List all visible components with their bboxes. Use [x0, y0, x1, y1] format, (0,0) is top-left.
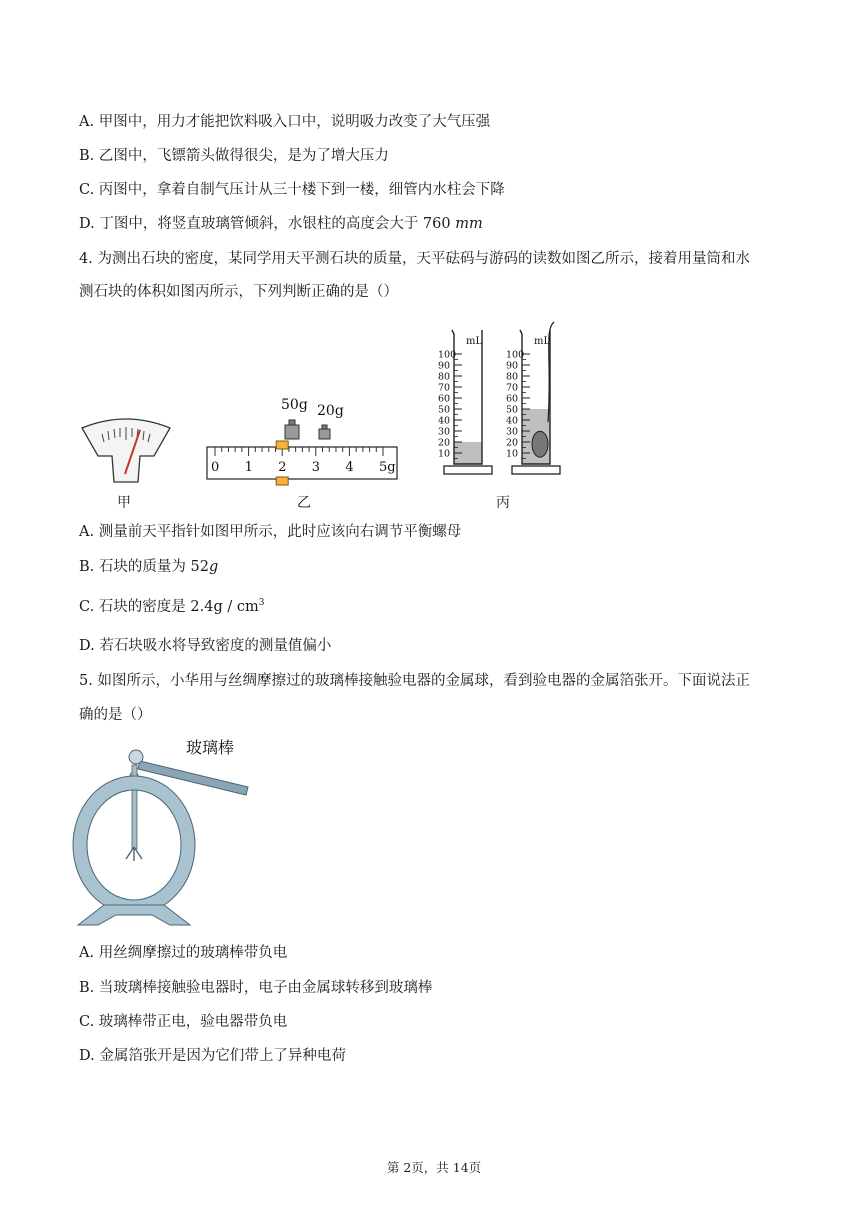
- cylinder-scale-label: 20: [438, 437, 451, 449]
- cylinder-scale-label: 60: [438, 393, 451, 405]
- ruler-tick-label: 0: [211, 460, 220, 475]
- cylinder-scale-label: 90: [506, 360, 519, 372]
- q5-stem-line2: 确的是（）: [79, 707, 152, 723]
- q3-option-b: B. 乙图中，飞镖箭头做得很尖，是为了增大压力: [79, 148, 389, 164]
- stone-icon: [532, 431, 548, 457]
- q5-stem-line1: 5. 如图所示，小华用与丝绸摩擦过的玻璃棒接触验电器的金属球，看到验电器的金属箔张开。下面说法正: [79, 673, 750, 689]
- q4-option-b-unit: g: [208, 559, 219, 575]
- weight-50-label: 50g: [281, 397, 308, 413]
- q3-option-d-text: D. 丁图中，将竖直玻璃管倾斜，水银柱的高度会大于 760: [79, 216, 456, 232]
- ruler-tick-label: 3: [311, 460, 321, 475]
- q4-option-a: A. 测量前天平指针如图甲所示，此时应该向右调节平衡螺母: [79, 524, 462, 540]
- ruler-tick-label: 2: [278, 460, 287, 475]
- q4-stem-line2: 测石块的体积如图丙所示，下列判断正确的是（）: [79, 284, 398, 300]
- weights-ruler-figure: [205, 395, 405, 491]
- glass-rod-label: 玻璃棒: [186, 738, 235, 757]
- metal-foil-icon: [126, 847, 142, 861]
- weight-20-label: 20g: [317, 403, 344, 419]
- cylinder-scale-label: 60: [506, 393, 519, 405]
- cylinder-scale-label: 80: [506, 371, 519, 383]
- cylinder-unit-label: mL: [466, 336, 483, 347]
- cylinder-scale-label: 10: [506, 448, 519, 460]
- metal-ball-icon: [129, 750, 143, 764]
- q5-option-d: D. 金属箔张开是因为它们带上了异种电荷: [79, 1048, 346, 1064]
- q4-option-b: [79, 557, 218, 577]
- q5-option-c: C. 玻璃棒带正电，验电器带负电: [79, 1014, 288, 1030]
- cylinder-scale-label: 10: [438, 448, 451, 460]
- cylinder-scale-label: 50: [438, 404, 451, 416]
- cylinder-scale-label: 70: [438, 382, 451, 394]
- ruler-tick-label: 1: [244, 460, 253, 475]
- q4-option-d: D. 若石块吸水将导致密度的测量值偏小: [79, 638, 332, 654]
- q3-option-d-unit: mm: [455, 216, 483, 232]
- q4-option-c-text: C. 石块的密度是 2.4g / cm: [79, 599, 259, 615]
- cylinder-scale-label: 50: [506, 404, 519, 416]
- cylinders-figure: [430, 320, 570, 490]
- q4-option-c: [79, 597, 264, 617]
- caption-jia: 甲: [117, 495, 131, 511]
- balance-dial-figure: [78, 416, 174, 486]
- q3-option-a: A. 甲图中，用力才能把饮料吸入口中，说明吸力改变了大气压强: [79, 114, 491, 130]
- cylinder-scale-label: 40: [506, 415, 519, 427]
- cylinder-scale-label: 30: [506, 426, 519, 438]
- rider-bottom: [276, 477, 288, 485]
- cylinder-scale-label: 30: [438, 426, 451, 438]
- cylinder-base: [512, 466, 560, 474]
- q5-option-a: A. 用丝绸摩擦过的玻璃棒带负电: [79, 945, 288, 961]
- q4-option-c-sup: 3: [258, 598, 265, 609]
- cylinder-scale-label: 80: [438, 371, 451, 383]
- rider-top: [276, 441, 288, 449]
- weight-20g-icon: [319, 425, 330, 439]
- cylinder-base: [444, 466, 492, 474]
- q3-option-c: C. 丙图中，拿着自制气压计从三十楼下到一楼，细管内水柱会下降: [79, 182, 505, 198]
- thread: [548, 322, 554, 422]
- q5-option-b: B. 当玻璃棒接触验电器时，电子由金属球转移到玻璃棒: [79, 980, 433, 996]
- cylinder-scale-label: 100: [438, 349, 457, 361]
- cylinder-scale-label: 40: [438, 415, 451, 427]
- page-footer: 第 2页，共 14页: [386, 1160, 482, 1175]
- cylinder-scale-label: 70: [506, 382, 519, 394]
- cylinder-unit-label: mL: [534, 336, 551, 347]
- cylinder-scale-label: 90: [438, 360, 451, 372]
- q3-option-d: [79, 214, 483, 234]
- electroscope-base: [78, 905, 190, 925]
- q4-option-b-text: B. 石块的质量为 52: [79, 559, 209, 575]
- cylinder-scale-label: 20: [506, 437, 519, 449]
- caption-bing: 丙: [496, 495, 510, 511]
- ruler-tick-label: 5g: [379, 460, 396, 475]
- electroscope-figure: [74, 735, 264, 930]
- cylinder-scale-label: 100: [506, 349, 525, 361]
- weight-50g-icon: [285, 420, 299, 439]
- q4-stem-line1: 4. 为测出石块的密度，某同学用天平测石块的质量，天平砝码与游码的读数如图乙所示，接着用量筒和水: [79, 251, 750, 267]
- ruler-tick-label: 4: [345, 460, 354, 475]
- caption-yi: 乙: [297, 495, 311, 511]
